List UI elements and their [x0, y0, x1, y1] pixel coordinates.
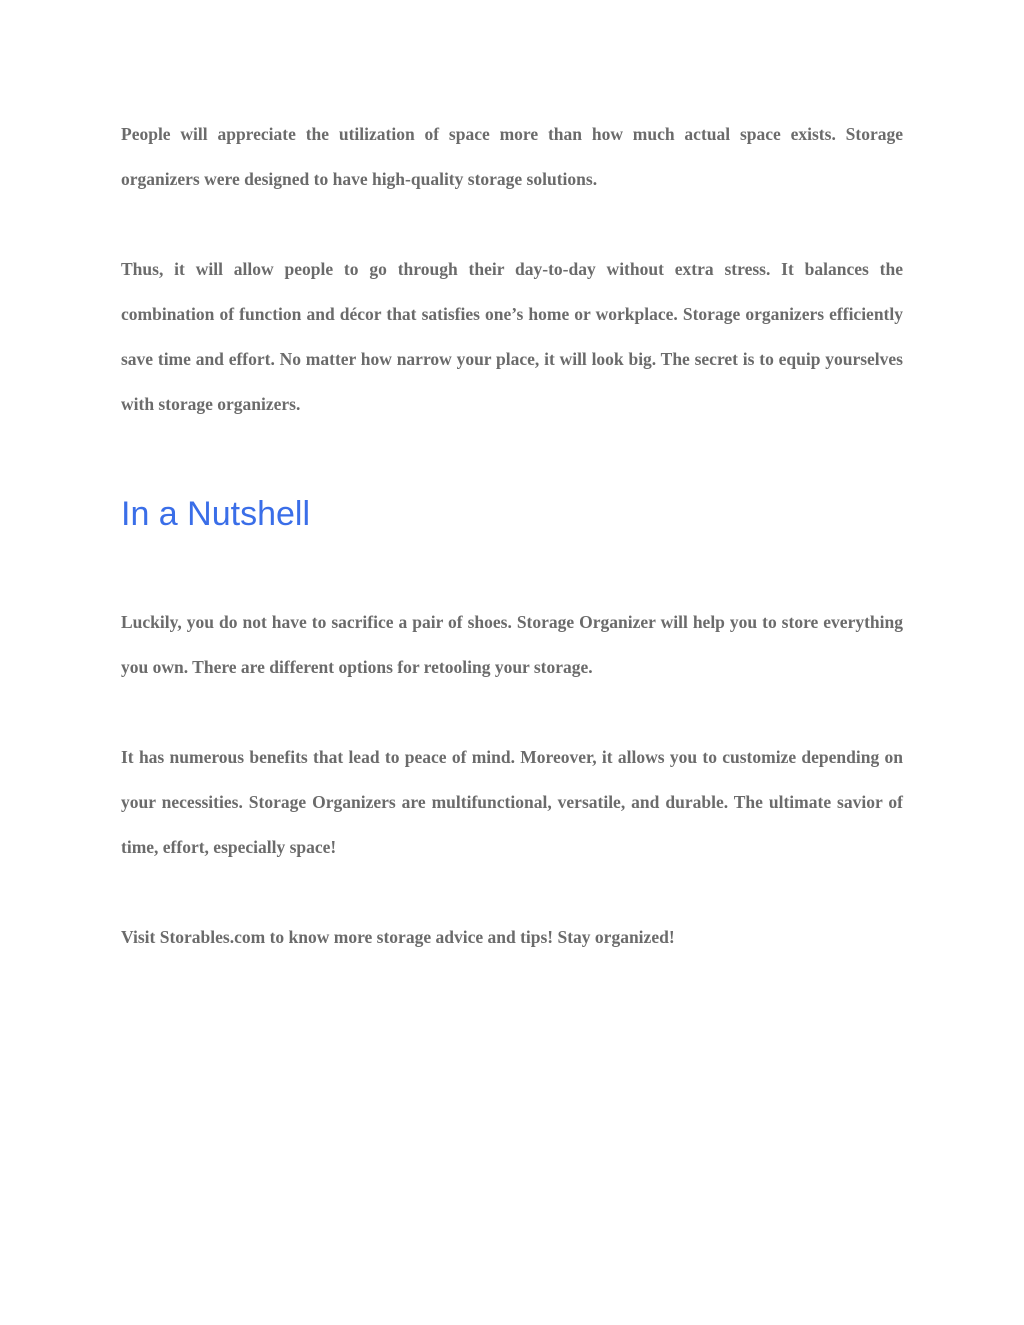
paragraph-spacer	[121, 690, 903, 735]
paragraph-visit-storables: Visit Storables.com to know more storage advice and tips! Stay organized!	[121, 927, 675, 947]
paragraph-spacer	[121, 202, 903, 247]
paragraph-day-to-day: Thus, it will allow people to go through their day-to-day without extra stress. It balances the combination of function and décor that satisfies one’s home or workplace. Storage organizers efficiently save time and effort. No matter how narrow your place, it will look big. The secret is to equip yourselves with storage organizers.	[121, 259, 903, 414]
paragraph-spacer	[121, 870, 903, 915]
section-heading: In a Nutshell	[121, 495, 310, 533]
section-spacer	[121, 534, 903, 600]
paragraph-luckily: Luckily, you do not have to sacrifice a pair of shoes. Storage Organizer will help you to store everything you own. There are different options for retooling your storage.	[121, 612, 903, 677]
paragraph-space-utilization: People will appreciate the utilization of space more than how much actual space exists. Storage organizers were designed to have high-quality storage solutions.	[121, 124, 903, 189]
paragraph-benefits: It has numerous benefits that lead to peace of mind. Moreover, it allows you to customize depending on your necessities. Storage Organizers are multifunctional, versatile, and durable. The ultimate savior of time, effort, especially space!	[121, 747, 903, 857]
section-spacer	[121, 427, 903, 494]
document-page	[121, 112, 903, 960]
